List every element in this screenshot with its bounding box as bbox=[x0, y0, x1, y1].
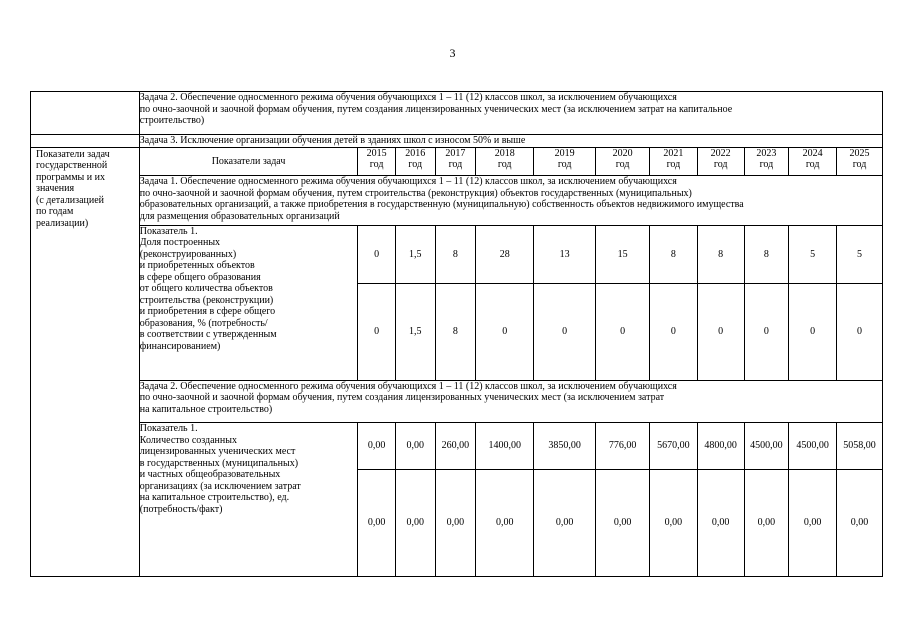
year-header bbox=[534, 147, 596, 175]
year-header bbox=[744, 147, 789, 175]
value-cell: 776,00 bbox=[596, 423, 650, 470]
year-header bbox=[358, 147, 396, 175]
left-label-cell bbox=[31, 147, 140, 576]
value-cell: 0,00 bbox=[358, 423, 396, 470]
task-2 bbox=[139, 380, 882, 423]
year-label: 2016 bbox=[405, 147, 426, 159]
text-line: для размещения образовательных организаций bbox=[139, 210, 340, 222]
value-cell: 0 bbox=[744, 284, 789, 380]
year-label: 2024 bbox=[802, 147, 823, 159]
value-cell: 4800,00 bbox=[697, 423, 744, 470]
value-cell: 8 bbox=[650, 225, 698, 284]
text-line: и приобретенных объектов bbox=[139, 260, 255, 272]
year-label: 2015 bbox=[366, 147, 387, 159]
value-cell: 0,00 bbox=[534, 469, 596, 576]
value-cell: 0 bbox=[789, 284, 837, 380]
year-unit: год bbox=[448, 158, 463, 170]
text-line: Задача 3. Исключение организации обучения детей в зданиях школ с износом 50% и выше bbox=[139, 134, 526, 146]
page-number: 3 bbox=[449, 46, 456, 60]
year-label: 2022 bbox=[710, 147, 731, 159]
text-line: и частных общеобразовательных bbox=[139, 469, 281, 481]
value-cell: 0,00 bbox=[395, 469, 435, 576]
text-line: Задача 2. Обеспечение односменного режима обучения обучающихся 1 – 11 (12) классов школ, за исключением обучающихся bbox=[139, 380, 677, 392]
value-cell: 0,00 bbox=[358, 469, 396, 576]
text-line: программы и их bbox=[36, 171, 105, 183]
value-cell: 15 bbox=[596, 225, 650, 284]
year-header bbox=[596, 147, 650, 175]
value-cell: 260,00 bbox=[435, 423, 476, 470]
value-cell: 0,00 bbox=[596, 469, 650, 576]
value-cell: 13 bbox=[534, 225, 596, 284]
year-header bbox=[789, 147, 837, 175]
text-line: государственной bbox=[36, 160, 108, 172]
value-cell: 0,00 bbox=[744, 469, 789, 576]
text-line: на капитальное строительство) bbox=[139, 403, 273, 415]
text-line: (с детализацией bbox=[36, 194, 105, 206]
value-cell: 8 bbox=[744, 225, 789, 284]
text-line: образования, % (потребность/ bbox=[139, 317, 268, 329]
text-line: финансированием) bbox=[139, 340, 221, 352]
text-line: Задача 2. Обеспечение односменного режима обучения обучающихся 1 – 11 (12) классов школ, за исключением обучающихся bbox=[139, 92, 677, 103]
text-line: в государственных (муниципальных) bbox=[139, 457, 299, 469]
value-cell: 1,5 bbox=[395, 284, 435, 380]
year-label: 2021 bbox=[663, 147, 684, 159]
year-header bbox=[837, 147, 883, 175]
value-cell: 5 bbox=[837, 225, 883, 284]
text-line: в соответствии с утвержденным bbox=[139, 329, 277, 341]
value-cell: 0 bbox=[596, 284, 650, 380]
value-cell: 0 bbox=[358, 284, 396, 380]
text-line: по очно-заочной и заочной формам обучения, путем строительства (реконструкция) объектов государственных (муниципальных) bbox=[139, 187, 692, 199]
value-cell: 5 bbox=[789, 225, 837, 284]
year-unit: год bbox=[408, 158, 423, 170]
text-line: организациях (за исключением затрат bbox=[139, 480, 301, 492]
year-unit: год bbox=[497, 158, 512, 170]
value-cell: 4500,00 bbox=[789, 423, 837, 470]
empty-cell bbox=[31, 92, 140, 135]
indicator-header: Показатели задач bbox=[139, 147, 358, 175]
text-line: Показатель 1. bbox=[139, 225, 198, 237]
value-cell: 0,00 bbox=[395, 423, 435, 470]
year-label: 2023 bbox=[756, 147, 777, 159]
value-cell: 5058,00 bbox=[837, 423, 883, 470]
value-cell: 5670,00 bbox=[650, 423, 698, 470]
value-cell: 0,00 bbox=[837, 469, 883, 576]
year-label: 2017 bbox=[445, 147, 466, 159]
year-unit: год bbox=[805, 158, 820, 170]
year-label: 2019 bbox=[554, 147, 575, 159]
text-line: лицензированных ученических мест bbox=[139, 446, 296, 458]
empty-cell bbox=[31, 134, 140, 147]
text-line: реализации) bbox=[36, 217, 89, 229]
value-cell: 0 bbox=[534, 284, 596, 380]
text-line: по очно-заочной и заочной формам обучения, путем создания лицензированных ученических мест (за исключением затрат bbox=[139, 392, 665, 404]
value-cell: 28 bbox=[476, 225, 534, 284]
value-cell: 1400,00 bbox=[476, 423, 534, 470]
indicator-description bbox=[139, 225, 358, 380]
value-cell: 0 bbox=[476, 284, 534, 380]
year-label: 2025 bbox=[849, 147, 870, 159]
text-line: (потребность/факт) bbox=[139, 503, 223, 515]
value-cell: 0 bbox=[650, 284, 698, 380]
year-unit: год bbox=[557, 158, 572, 170]
text-line: образовательных организаций, а также приобретения в государственную (муниципальную) собственность объектов недвижимого имущества bbox=[139, 199, 744, 211]
value-cell: 3850,00 bbox=[534, 423, 596, 470]
indicator-description bbox=[139, 423, 358, 577]
year-unit: год bbox=[666, 158, 681, 170]
text-line: на капитальное строительство), ед. bbox=[139, 492, 290, 504]
year-header bbox=[395, 147, 435, 175]
text-line: по годам bbox=[36, 206, 74, 218]
value-cell: 8 bbox=[435, 284, 476, 380]
value-cell: 0,00 bbox=[697, 469, 744, 576]
value-cell: 0,00 bbox=[435, 469, 476, 576]
text-line: (реконструированных) bbox=[139, 248, 237, 260]
value-cell: 4500,00 bbox=[744, 423, 789, 470]
text-line: и приобретения в сфере общего bbox=[139, 306, 276, 318]
top-task-1 bbox=[139, 92, 882, 135]
year-header bbox=[650, 147, 698, 175]
value-cell: 0,00 bbox=[789, 469, 837, 576]
text-line: строительство) bbox=[139, 115, 205, 126]
value-cell: 0 bbox=[837, 284, 883, 380]
year-label: 2018 bbox=[494, 147, 515, 159]
task-1 bbox=[139, 176, 882, 226]
text-line: от общего количества объектов bbox=[139, 283, 273, 295]
value-cell: 0,00 bbox=[650, 469, 698, 576]
text-line: в сфере общего образования bbox=[139, 271, 261, 283]
year-label: 2020 bbox=[612, 147, 633, 159]
text-line: Показатель 1. bbox=[139, 423, 198, 435]
text-line: строительства (реконструкции) bbox=[139, 294, 274, 306]
year-header bbox=[435, 147, 476, 175]
value-cell: 0,00 bbox=[476, 469, 534, 576]
indicators-table bbox=[30, 91, 883, 577]
value-cell: 0 bbox=[358, 225, 396, 284]
year-unit: год bbox=[615, 158, 630, 170]
text-line: Доля построенных bbox=[139, 237, 221, 249]
value-cell: 1,5 bbox=[395, 225, 435, 284]
value-cell: 0 bbox=[697, 284, 744, 380]
year-header bbox=[697, 147, 744, 175]
year-unit: год bbox=[369, 158, 384, 170]
text-line: Показатели задач bbox=[36, 148, 110, 160]
text-line: Задача 1. Обеспечение односменного режима обучения обучающихся 1 – 11 (12) классов школ, за исключением обучающихся bbox=[139, 176, 677, 188]
text-line: Количество созданных bbox=[139, 434, 237, 446]
text-line: по очно-заочной и заочной формам обучения, путем создания лицензированных ученических мест (за исключением затрат на капитальное bbox=[139, 103, 733, 115]
top-task-2 bbox=[139, 134, 882, 147]
value-cell: 8 bbox=[435, 225, 476, 284]
value-cell: 8 bbox=[697, 225, 744, 284]
year-unit: год bbox=[759, 158, 774, 170]
text-line: значения bbox=[36, 183, 75, 195]
year-header bbox=[476, 147, 534, 175]
year-unit: год bbox=[713, 158, 728, 170]
year-unit: год bbox=[852, 158, 867, 170]
